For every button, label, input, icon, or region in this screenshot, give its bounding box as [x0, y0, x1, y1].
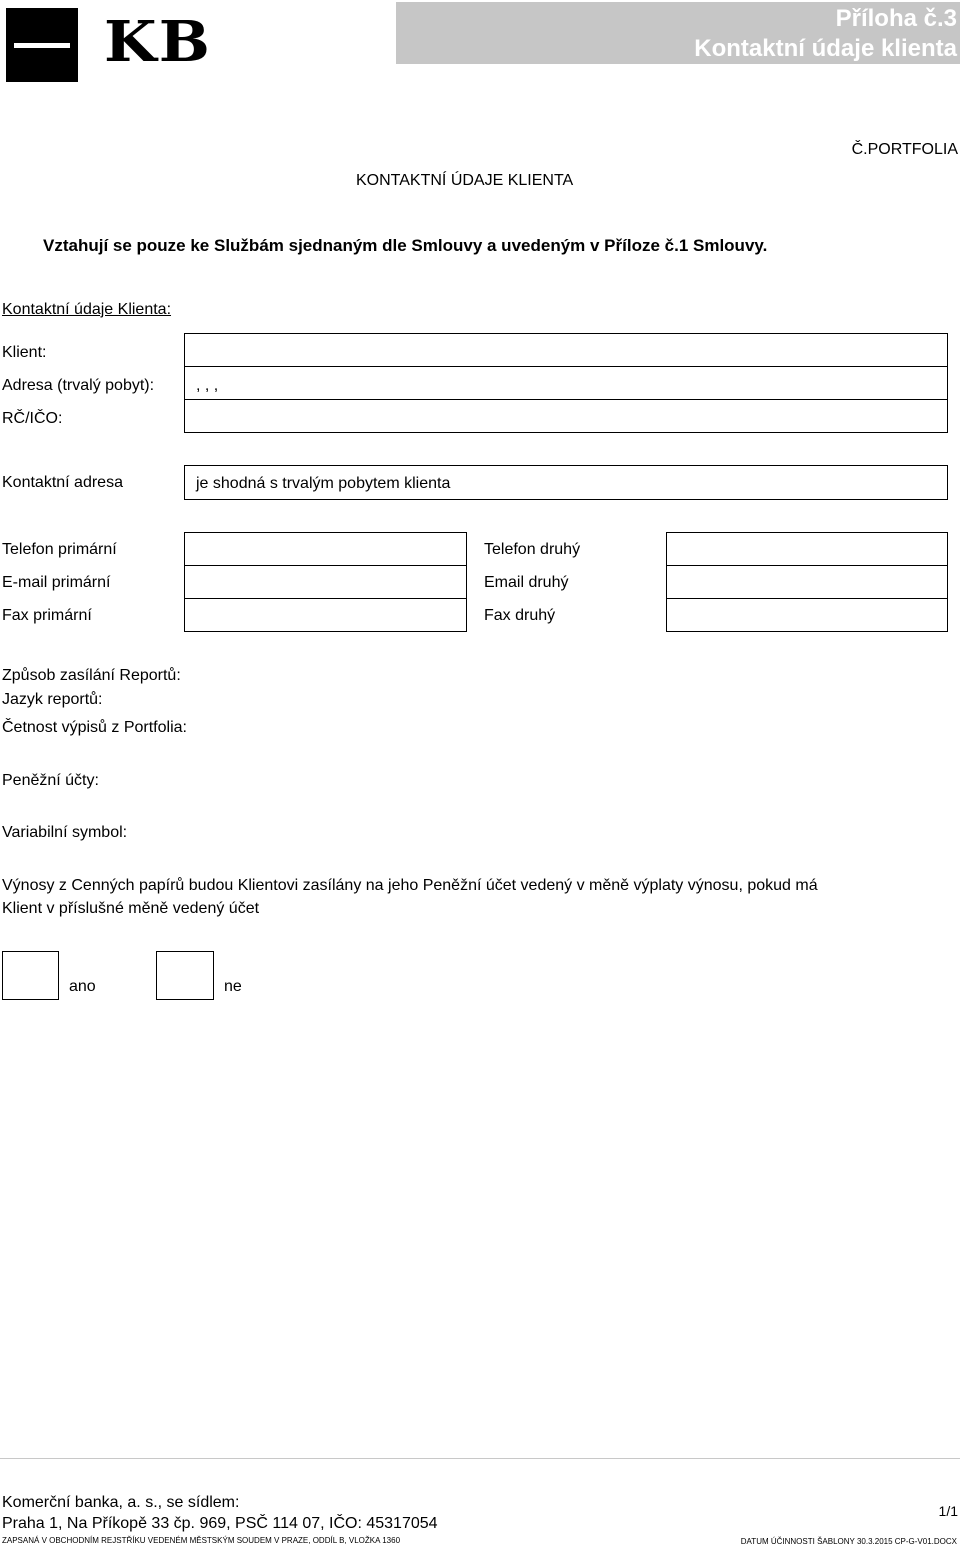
- id-field[interactable]: [184, 399, 948, 433]
- email-primary-label: E-mail primární: [2, 574, 111, 591]
- yield-text-line1: Výnosy z Cenných papírů budou Klientovi zasílány na jeho Peněžní účet vedený v měně výplaty výnosu, pokud má: [2, 877, 818, 894]
- section-heading: Kontaktní údaje Klienta:: [2, 301, 172, 318]
- report-delivery-label: Způsob zasílání Reportů:: [2, 667, 181, 684]
- variable-symbol-label: Variabilní symbol:: [2, 824, 128, 841]
- email-secondary-field[interactable]: [666, 565, 948, 599]
- template-date: DATUM ÚČINNOSTI ŠABLONY 30.3.2015 CP-G-V01.DOCX: [740, 1537, 957, 1546]
- document-subtitle: Vztahují se pouze ke Službám sjednaným dle Smlouvy a uvedeným v Příloze č.1 Smlouvy.: [43, 236, 768, 255]
- phone-primary-label: Telefon primární: [2, 541, 117, 558]
- kb-logo-text: KB: [104, 9, 213, 75]
- report-language-label: Jazyk reportů:: [2, 691, 103, 708]
- email-primary-field[interactable]: [184, 565, 467, 599]
- phone-primary-field[interactable]: [184, 532, 467, 566]
- phone-secondary-field[interactable]: [666, 532, 948, 566]
- document-title: KONTAKTNÍ ÚDAJE KLIENTA: [356, 172, 574, 189]
- kb-logo-mark: [6, 8, 78, 82]
- fax-secondary-label: Fax druhý: [484, 607, 556, 624]
- no-label: ne: [224, 978, 242, 995]
- no-checkbox[interactable]: [156, 951, 214, 1000]
- footer-address: Praha 1, Na Příkopě 33 čp. 969, PSČ 114 07, IČO: 45317054: [2, 1515, 438, 1532]
- id-label: RČ/IČO:: [2, 410, 63, 427]
- address-label: Adresa (trvalý pobyt):: [2, 377, 155, 394]
- phone-secondary-label: Telefon druhý: [484, 541, 581, 558]
- address-field[interactable]: [184, 366, 948, 400]
- footer-company: Komerční banka, a. s., se sídlem:: [2, 1494, 240, 1511]
- address-value: , , ,: [196, 377, 219, 394]
- portfolio-number-label: Č.PORTFOLIA: [851, 141, 958, 158]
- email-secondary-label: Email druhý: [484, 574, 569, 591]
- client-label: Klient:: [2, 344, 47, 361]
- contact-address-field[interactable]: [184, 465, 948, 500]
- client-field[interactable]: [184, 333, 948, 367]
- contact-address-label: Kontaktní adresa: [2, 474, 123, 491]
- banner-title: Kontaktní údaje klienta: [694, 35, 957, 62]
- fax-secondary-field[interactable]: [666, 598, 948, 632]
- attachment-number: Příloha č.3: [835, 5, 957, 32]
- statement-frequency-label: Četnost výpisů z Portfolia:: [2, 719, 187, 736]
- header-banner: [396, 2, 960, 64]
- page-number: 1/1: [938, 1503, 958, 1519]
- yes-checkbox[interactable]: [2, 951, 59, 1000]
- footer-registry: ZAPSANÁ V OBCHODNÍM REJSTŘÍKU VEDENÉM MĚSTSKÝM SOUDEM V PRAZE, ODDÍL B, VLOŽKA 1360: [2, 1536, 401, 1545]
- footer-divider: [0, 1458, 960, 1459]
- yield-text-line2: Klient v příslušné měně vedený účet: [2, 900, 260, 917]
- cash-accounts-label: Peněžní účty:: [2, 772, 99, 789]
- fax-primary-label: Fax primární: [2, 607, 92, 624]
- yes-label: ano: [69, 978, 96, 995]
- fax-primary-field[interactable]: [184, 598, 467, 632]
- contact-address-value: je shodná s trvalým pobytem klienta: [196, 475, 451, 492]
